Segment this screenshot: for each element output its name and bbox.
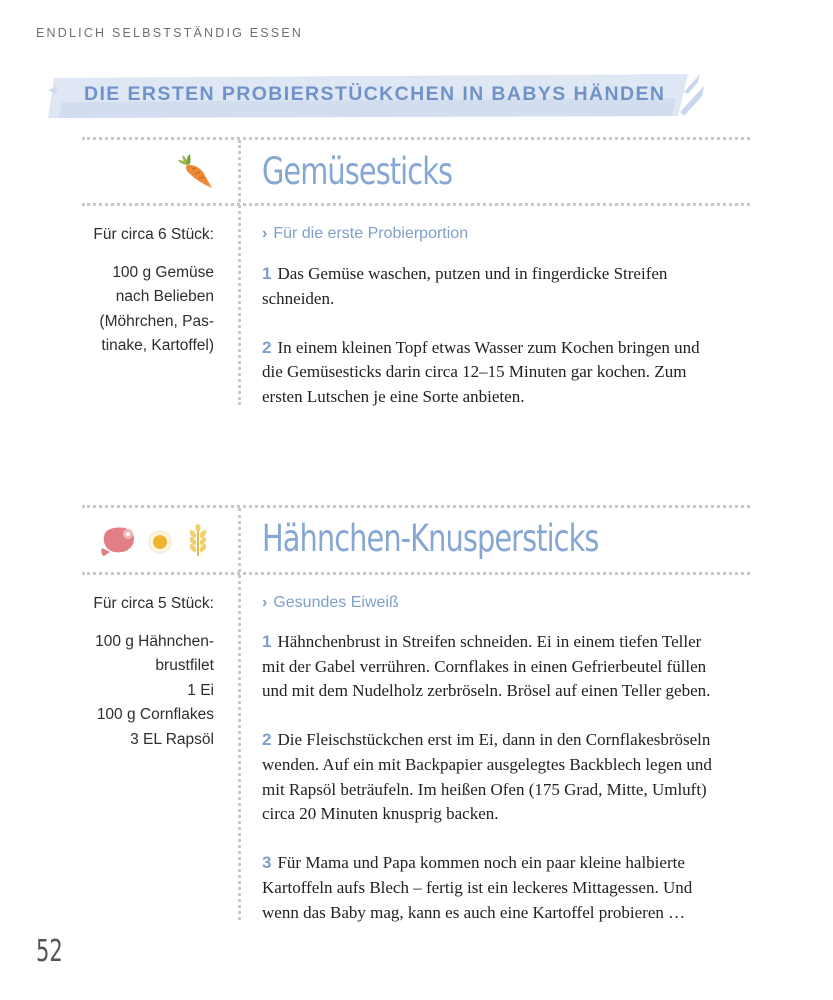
step-line: Hähnchenbrust in Streifen schneiden. Ei in einem tiefen Teller: [277, 632, 702, 651]
step-line: ersten Lutschen je eine Sorte anbieten.: [262, 386, 525, 406]
food-icons: [100, 520, 220, 560]
step-line: und mit dem Nudelholz zerbröseln. Brösel auf einen Teller geben.: [262, 681, 711, 701]
step: [262, 336, 750, 410]
divider-top-recipe-2: [82, 505, 750, 508]
yield-text: Für circa 6 Stück:: [93, 226, 214, 243]
step-line: wenn das Baby mag, kann es auch eine Kartoffel probieren …: [262, 902, 686, 922]
step-number: 1: [262, 632, 272, 651]
chevron-right-icon: ›: [262, 225, 268, 242]
ingredient-line: brustfilet: [155, 657, 214, 674]
section-banner: [48, 72, 708, 122]
ingredient-line: tinake, Kartoffel): [101, 337, 214, 354]
step-line: die Gemüsesticks darin circa 12–15 Minuten gar kochen. Zum: [262, 362, 687, 382]
step: [262, 728, 750, 826]
column-divider-recipe-2: [238, 508, 241, 920]
step-line: mit Rapsöl beträufeln. Im heißen Ofen (175 Grad, Mitte, Umluft): [262, 779, 707, 799]
ingredient-line: (Möhrchen, Pas-: [99, 312, 214, 330]
step-line: Für Mama und Papa kommen noch ein paar kleine halbierte: [277, 853, 685, 873]
ingredient-line: nach Belieben: [115, 288, 214, 305]
ingredient-line: 1 Ei: [187, 681, 214, 699]
divider-title-recipe-1: [82, 203, 750, 206]
step: [262, 851, 750, 925]
ingredients-recipe-1: [60, 223, 214, 359]
step-line: Kartoffeln aufs Blech – fertig ist ein leckeres Mittagessen. Und: [262, 877, 693, 897]
chevron-right-icon: ›: [262, 594, 268, 611]
column-divider-recipe-1: [238, 140, 241, 405]
ingredient-line: 100 g Cornflakes: [96, 706, 214, 723]
ingredient-line: 100 g Gemüse: [112, 263, 214, 281]
step: [262, 262, 750, 311]
page-number: 52: [36, 934, 63, 969]
step-number: 2: [262, 730, 272, 750]
running-head: ENDLICH SELBSTSTÄNDIG ESSEN: [36, 26, 304, 40]
step-number: 2: [262, 337, 272, 357]
subheading-text: Gesundes Eiweiß: [273, 594, 399, 611]
step-line: circa 20 Minuten knusprig backen.: [262, 804, 499, 824]
ingredient-line: 3 EL Rapsöl: [130, 730, 214, 748]
recipe-title: Hähnchen-Knuspersticks: [262, 517, 599, 560]
divider-title-recipe-2: [82, 572, 750, 575]
step-line: wenden. Auf ein mit Backpapier ausgelegtes Backblech legen und: [262, 754, 712, 774]
steps-recipe-1: [262, 262, 750, 434]
egg-icon: [149, 531, 171, 553]
step-line: mit der Gabel verrühren. Cornflakes in einen Gefrierbeutel füllen: [262, 656, 707, 676]
grain-icon: [188, 524, 207, 556]
step-line: Das Gemüse waschen, putzen und in fingerdicke Streifen: [277, 264, 668, 283]
subheading-recipe-2: [262, 594, 399, 612]
steps-recipe-2: [262, 630, 750, 950]
recipe-2-icons: [100, 520, 220, 565]
step: [262, 630, 750, 704]
subheading-text: Für die erste Probierportion: [273, 225, 469, 242]
recipe-title: Gemüsesticks: [262, 150, 453, 193]
ingredients-recipe-2: [60, 592, 214, 752]
carrot-icon: [178, 154, 218, 194]
step-line: schneiden.: [262, 288, 335, 308]
subheading-recipe-1: [262, 225, 468, 243]
meat-icon: [101, 528, 134, 557]
step-number: 1: [262, 264, 272, 283]
yield-text: Für circa 5 Stück:: [93, 595, 214, 612]
divider-top-recipe-1: [82, 137, 750, 140]
step-line: In einem kleinen Topf etwas Wasser zum Kochen bringen und: [277, 337, 700, 357]
step-line: Die Fleischstückchen erst im Ei, dann in den Cornflakesbröseln: [277, 730, 711, 750]
step-number: 3: [262, 853, 272, 873]
section-banner-title: DIE ERSTEN PROBIERSTÜCKCHEN IN BABYS HÄNDEN: [84, 83, 666, 105]
recipe-1-icons: [178, 154, 218, 199]
ingredient-line: 100 g Hähnchen-: [95, 632, 214, 650]
